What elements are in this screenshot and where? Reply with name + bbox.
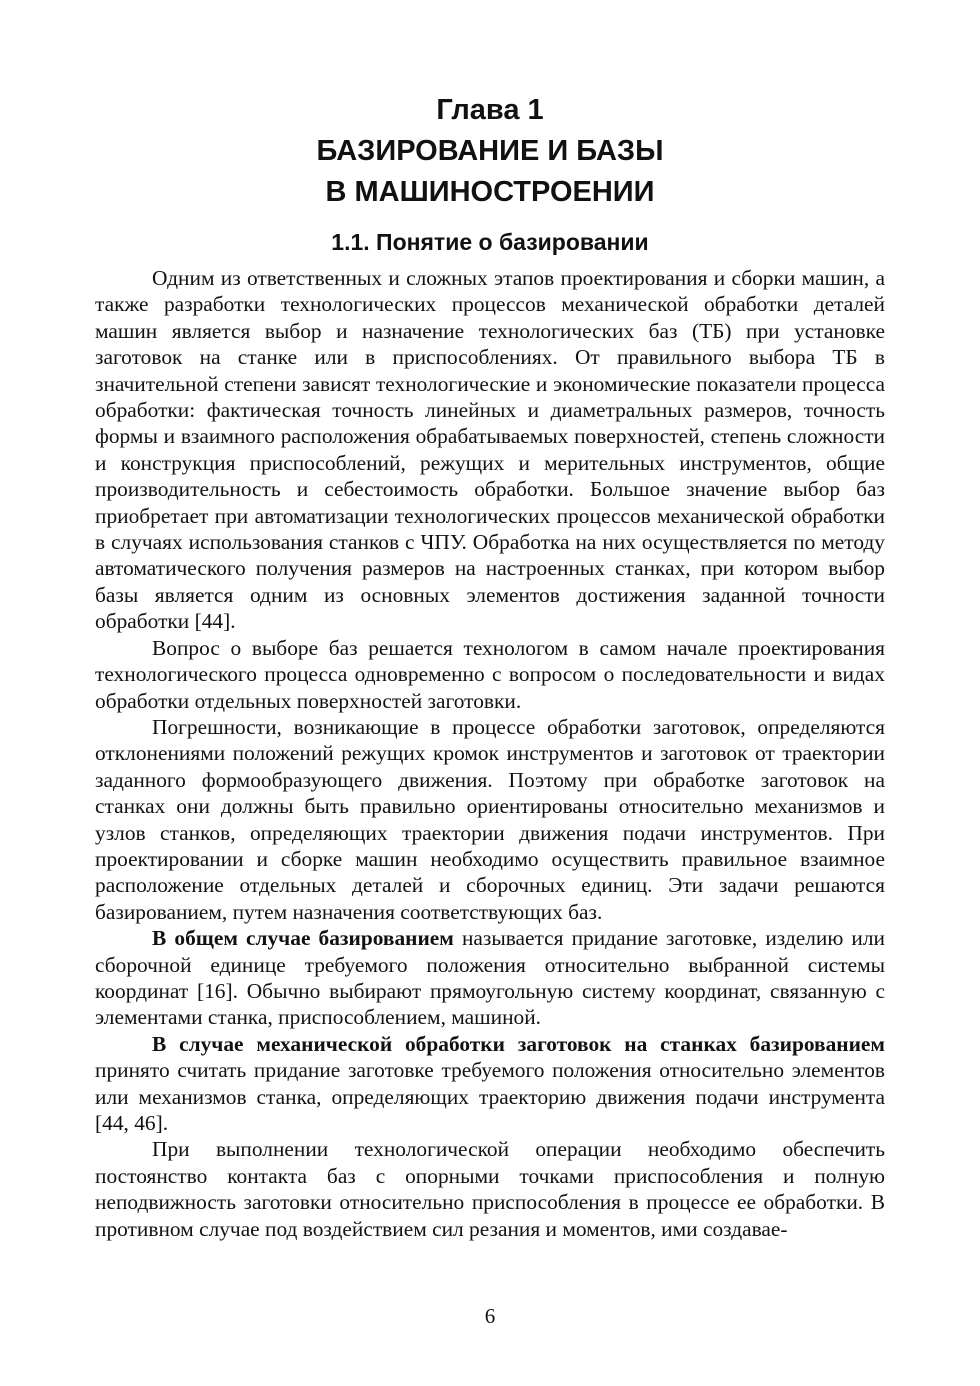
section-title: 1.1. Понятие о базировании	[331, 229, 649, 255]
paragraph-1: Одним из ответственных и сложных этапов проектирования и сборки машин, а также разработки технологических процессов механической обработки деталей машин является выбор и назначение технологических баз (ТБ) при установке заготовок на станке или в приспособлениях. От правильного выбора ТБ в значительной степени зависят технологические и экономические показатели процесса обработки: фактическая точность линейных и диаметральных размеров, точность формы и взаимного расположения обрабатываемых поверхностей, степень сложности и конструкция приспособлений, режущих и мерительных инструментов, общие производительность и себестоимость обработки. Большое значение выбор баз приобретает при автоматизации технологических процессов механической обработки в случаях использования станков с ЧПУ. Обработка на них осуществляется по методу автоматического получения размеров на настроенных станках, при котором выбор базы является одним из основных элементов достижения заданной точности обработки [44].	[95, 266, 885, 634]
paragraph-2: Вопрос о выборе баз решается технологом в самом начале проектирования технологического процесса одновременно с вопросом о последовательности и видах обработки отдельных поверхностей заготовки.	[95, 635, 885, 713]
paragraph-4-text: называется придание заготовке, изделию или сборочной единице требуемого положения относительно выбранной системы координат [16]. Обычно выбирают прямоугольную систему координат, связанную с элементами станка, приспособлением, машиной.	[95, 926, 885, 1030]
term-definition-bold: В общем случае базированием	[152, 926, 454, 951]
paragraph-6: При выполнении технологической операции необходимо обеспечить постоянство контакта баз с опорными точками приспособления и полную неподвижность заготовки относительно приспособления в процессе ее обработки. В противном случае под воздействием сил резания и моментов, ими создавае-	[95, 1137, 885, 1241]
chapter-header	[95, 90, 885, 213]
term-definition-bold: В случае механической обработки заготовок на станках базированием	[152, 1031, 885, 1056]
paragraph-3: Погрешности, возникающие в процессе обработки заготовок, определяются отклонениями положений режущих кромок инструментов и заготовок от траектории заданного формообразующего движения. Поэтому при обработке заготовок на станках они должны быть правильно ориентированы относительно механизмов и узлов станков, определяющих траектории движения подачи инструментов. При проектировании и сборке машин необходимо осуществить правильное взаимное расположение отдельных деталей и сборочных единиц. Эти задачи решаются базированием, путем назначения соответствующих баз.	[95, 714, 885, 924]
chapter-label: Глава 1	[436, 94, 544, 126]
book-page	[95, 90, 885, 1380]
chapter-title-line-1: БАЗИРОВАНИЕ И БАЗЫ	[316, 135, 664, 167]
paragraph-4	[95, 925, 885, 1031]
chapter-title-line-2: В МАШИНОСТРОЕНИИ	[325, 176, 655, 208]
body-text	[95, 265, 885, 1242]
paragraph-5-text: принято считать придание заготовке требуемого положения относительно элементов или механизмов станка, определяющих траекторию движения подачи инструмента [44, 46].	[95, 1058, 885, 1135]
page-number: 6	[484, 1304, 496, 1328]
paragraph-5	[95, 1031, 885, 1137]
